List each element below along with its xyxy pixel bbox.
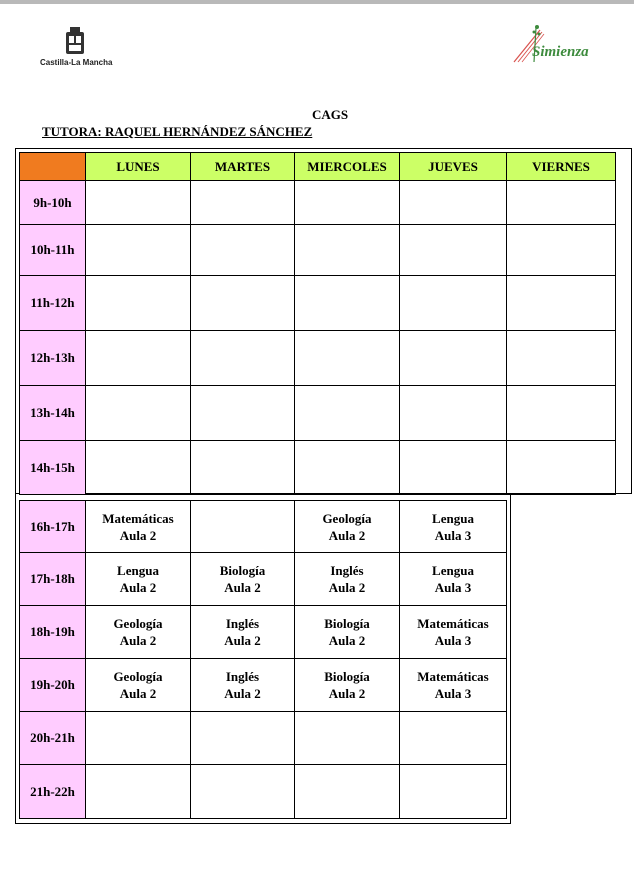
room-label: Aula 2 [328,527,366,543]
subject-label: Matemáticas [102,510,174,526]
table-row [20,386,616,441]
subject-label: Lengua [432,563,474,578]
hour-cell: 19h-20h [20,659,86,712]
day-header: LUNES [86,153,191,181]
slot-cell [400,712,507,765]
hour-cell: 21h-22h [20,765,86,819]
subject-label: Biología [324,669,370,684]
room-label: Aula 2 [224,633,261,648]
subject-label: Matemáticas [417,616,489,631]
slot-cell [400,501,507,553]
slot-cell [191,712,295,765]
slot-cell [295,276,400,331]
hour-cell: 17h-18h [20,553,86,606]
room-label: Aula 2 [119,527,157,543]
logo-caption: Castilla-La Mancha [40,58,113,67]
slot-cell [400,181,507,225]
subject-label: Matemáticas [417,669,489,684]
slot-cell [400,553,507,606]
slot-cell [86,659,191,712]
document-title: CAGS [311,107,349,122]
table-row [20,276,616,331]
slot-cell [86,765,191,819]
hour-cell: 16h-17h [20,501,86,553]
slot-cell [400,276,507,331]
slot-cell [86,553,191,606]
slot-cell [191,553,295,606]
slot-cell [191,659,295,712]
slot-cell [295,386,400,441]
slot-cell [295,441,400,495]
slot-cell [191,765,295,819]
hour-cell: 10h-11h [20,225,86,276]
room-label: Aula 3 [434,580,472,595]
slot-cell [86,606,191,659]
subject-label: Lengua [117,563,159,578]
subject-label: Biología [324,616,370,631]
subject-label: Inglés [330,563,364,578]
slot-cell [295,606,400,659]
slot-cell [400,225,507,276]
slot-cell [400,765,507,819]
slot-cell [295,553,400,606]
slot-cell [507,181,616,225]
table-row [20,501,507,553]
hour-cell: 11h-12h [20,276,86,331]
schedule-afternoon-table [19,500,507,819]
table-row [20,441,616,495]
slot-cell [191,276,295,331]
day-header: MIERCOLES [295,153,400,181]
slot-cell [507,276,616,331]
coat-of-arms-icon [64,26,86,56]
hour-cell: 20h-21h [20,712,86,765]
top-border [0,0,634,4]
slot-cell [400,386,507,441]
subject-label: Geología [113,616,163,631]
day-header: MARTES [191,153,295,181]
room-label: Aula 3 [434,633,472,648]
day-header: JUEVES [400,153,507,181]
slot-cell [191,225,295,276]
hour-cell: 13h-14h [20,386,86,441]
subject-label: Inglés [225,616,260,631]
subject-label: Inglés [225,669,260,684]
room-label: Aula 2 [224,580,261,595]
slot-cell [295,181,400,225]
slot-cell [400,659,507,712]
room-label: Aula 2 [328,580,366,595]
castilla-la-mancha-logo [40,26,113,70]
table-row [20,606,507,659]
slot-cell [295,659,400,712]
table-row [20,225,616,276]
slot-cell [295,331,400,386]
slot-cell [86,501,191,553]
slot-cell [507,225,616,276]
room-label: Aula 2 [119,580,157,595]
tutor-name: TUTORA: RAQUEL HERNÁNDEZ SÁNCHEZ [42,124,313,139]
room-label: Aula 2 [119,686,157,701]
slot-cell [86,331,191,386]
slot-cell [86,276,191,331]
slot-cell [191,606,295,659]
day-header: VIERNES [507,153,616,181]
slot-cell [191,386,295,441]
slot-cell [86,181,191,225]
room-label: Aula 3 [434,686,472,701]
slot-cell [191,501,295,553]
room-label: Aula 2 [328,633,366,648]
subject-label: Biología [219,563,266,578]
room-label: Aula 2 [224,686,261,701]
slot-cell [400,606,507,659]
table-row [20,659,507,712]
hour-cell: 9h-10h [20,181,86,225]
slot-cell [295,225,400,276]
slot-cell [86,386,191,441]
slot-cell [191,441,295,495]
subject-label: Geología [113,669,163,684]
slot-cell [507,331,616,386]
room-label: Aula 2 [328,686,366,701]
slot-cell [86,225,191,276]
slot-cell [86,712,191,765]
logo-wordmark: Simienza [532,44,589,60]
slot-cell [86,441,191,495]
slot-cell [507,441,616,495]
table-row [20,712,507,765]
subject-label: Lengua [432,510,474,526]
table-row [20,765,507,819]
day-header-row [20,153,616,181]
slot-cell [295,712,400,765]
slot-cell [507,386,616,441]
table-row [20,331,616,386]
slot-cell [400,331,507,386]
hour-cell: 12h-13h [20,331,86,386]
corner-cell [20,153,86,181]
slot-cell [295,765,400,819]
schedule-morning-table [19,152,616,495]
room-label: Aula 3 [434,527,472,543]
slot-cell [191,181,295,225]
table-row [20,553,507,606]
hour-cell: 14h-15h [20,441,86,495]
subject-label: Geología [322,510,372,526]
room-label: Aula 2 [119,633,157,648]
slot-cell [295,501,400,553]
slot-cell [400,441,507,495]
slot-cell [191,331,295,386]
simienza-logo [510,22,600,68]
table-row [20,181,616,225]
hour-cell: 18h-19h [20,606,86,659]
